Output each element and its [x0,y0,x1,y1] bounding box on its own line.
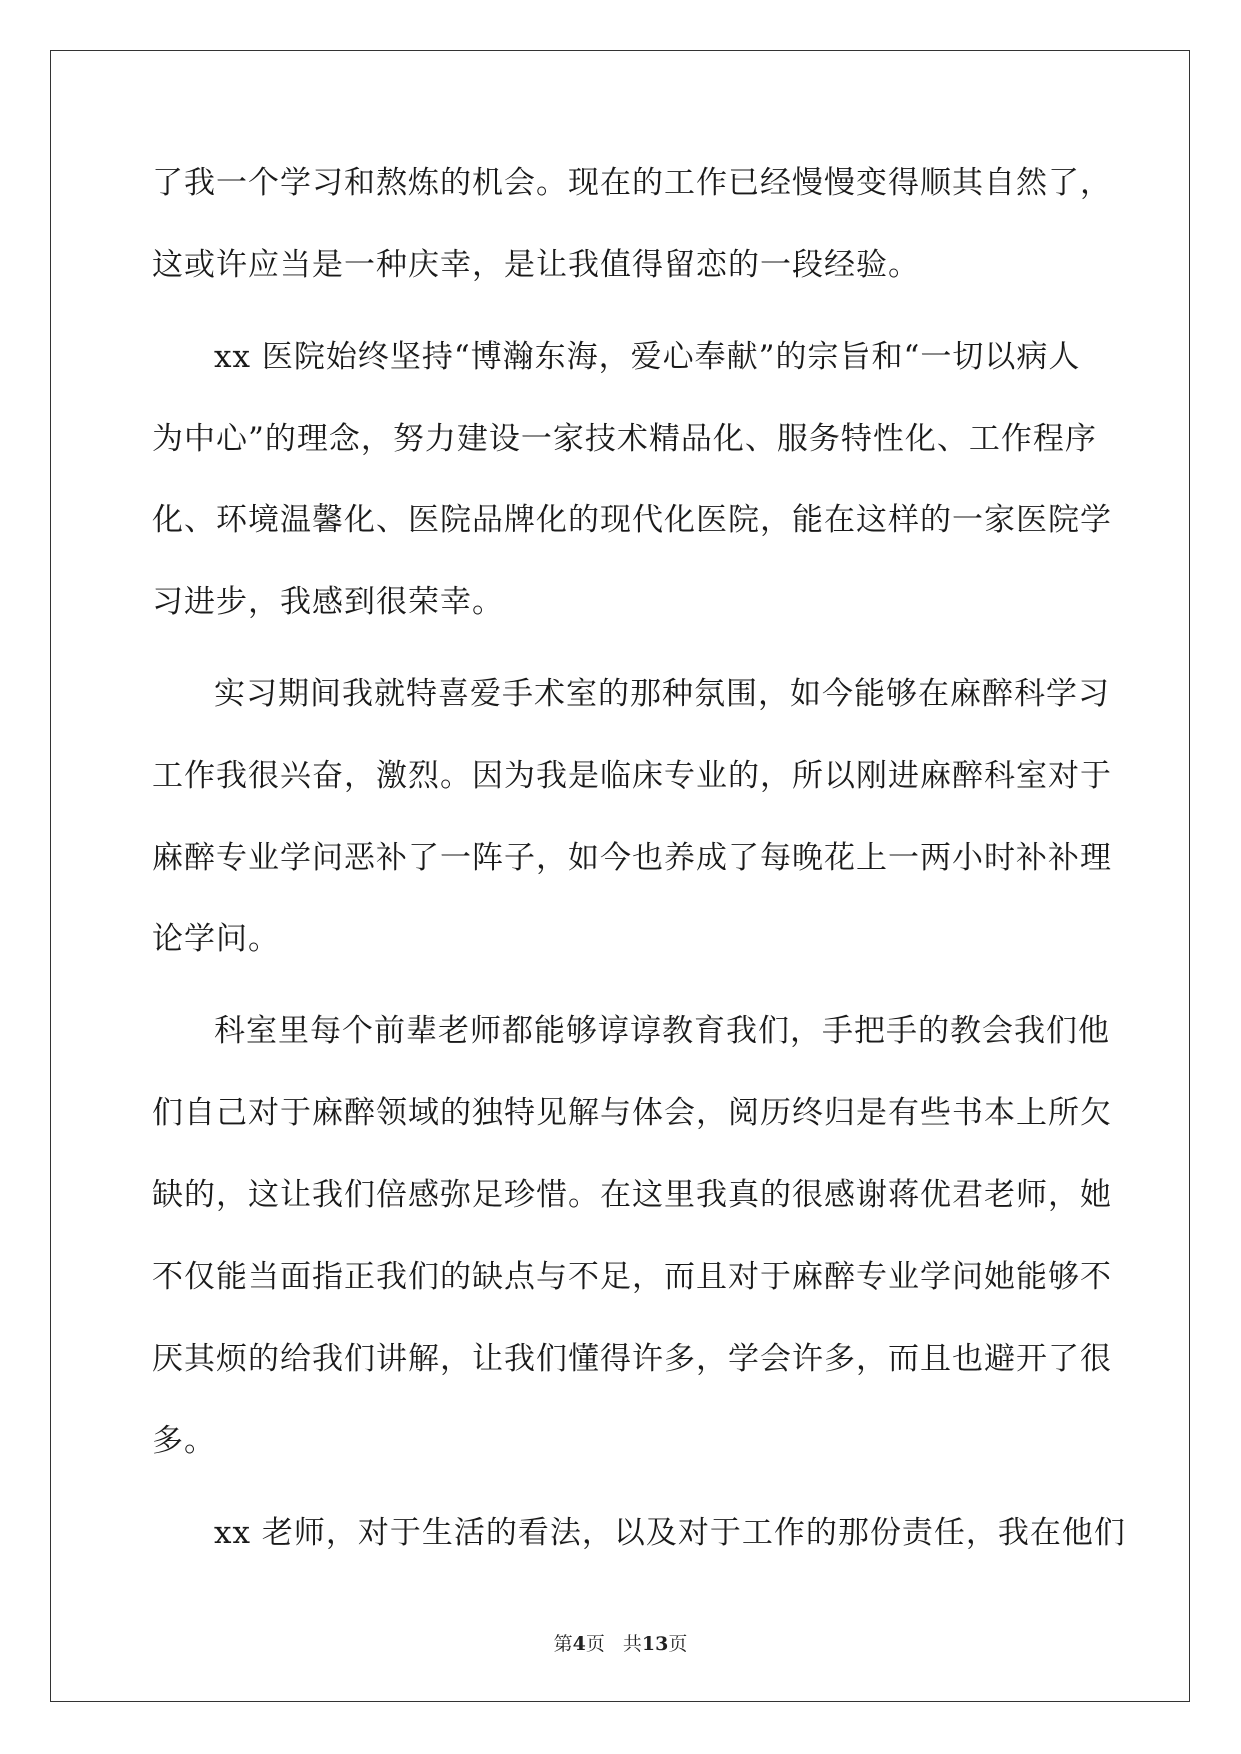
text-line: 工作我很兴奋，激烈。因为我是临床专业的，所以刚进麻醉科室对于 [152,758,1112,794]
page-number: 4 [572,1633,586,1655]
text-line: 习进步，我感到很荣幸。 [152,584,504,620]
total-pages: 13 [641,1633,669,1655]
text-line: 们自己对于麻醉领域的独特见解与体会，阅历终归是有些书本上所欠 [152,1095,1112,1131]
text-line: 了我一个学习和熬炼的机会。现在的工作已经慢慢变得顺其自然了， [152,165,1112,201]
text-line: 麻醉专业学问恶补了一阵子，如今也养成了每晚花上一两小时补补理 [152,840,1112,876]
text-line: 这或许应当是一种庆幸，是让我值得留恋的一段经验。 [152,247,920,283]
text-line: 不仅能当面指正我们的缺点与不足，而且对于麻醉专业学问她能够不 [152,1259,1112,1295]
paragraph-start: 实习期间我就特喜爱手术室的那种氛围，如今能够在麻醉科学习 [214,676,1110,712]
text-line: 为中心”的理念，努力建设一家技术精品化、服务特性化、工作程序 [152,421,1097,457]
text-line: 缺的，这让我们倍感弥足珍惜。在这里我真的很感谢蒋优君老师，她 [152,1177,1112,1213]
text-line: 厌其烦的给我们讲解，让我们懂得许多，学会许多，而且也避开了很 [152,1341,1112,1377]
paragraph-start: 科室里每个前辈老师都能够谆谆教育我们，手把手的教会我们他 [214,1013,1110,1049]
page-footer [0,1632,1241,1656]
page-prefix: 第 [553,1633,573,1655]
text-line: 论学问。 [152,921,280,957]
paragraph-start: xx 老师，对于生活的看法，以及对于工作的那份责任，我在他们 [214,1515,1126,1551]
page-suffix: 页 [585,1633,605,1655]
text-line: 化、环境温馨化、医院品牌化的现代化医院，能在这样的一家医院学 [152,502,1112,538]
total-suffix: 页 [668,1633,688,1655]
text-line: 多。 [152,1423,216,1459]
paragraph-start: xx 医院始终坚持“博瀚东海，爱心奉献”的宗旨和“一切以病人 [214,339,1081,375]
total-prefix: 共 [622,1633,642,1655]
